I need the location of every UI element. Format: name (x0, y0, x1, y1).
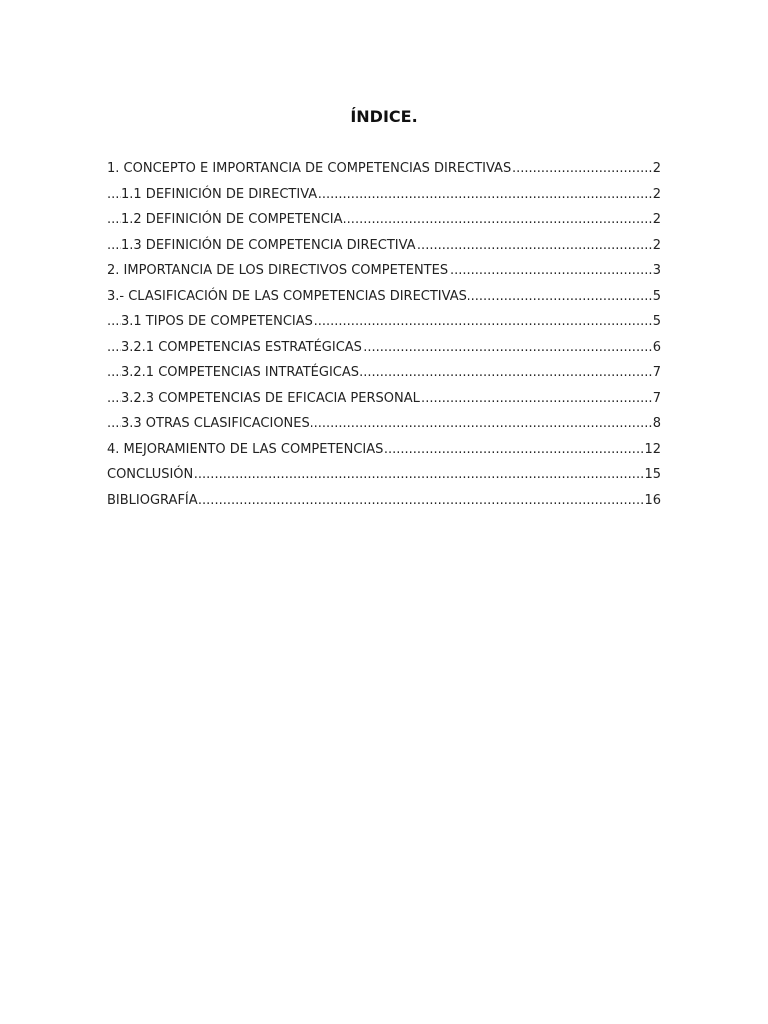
toc-entry[interactable] (107, 235, 661, 261)
toc-entry[interactable] (107, 209, 661, 235)
table-of-contents (107, 158, 661, 515)
toc-entry-title: 1. CONCEPTO E IMPORTANCIA DE COMPETENCIAS DIRECTIVAS (107, 161, 512, 176)
toc-entry-title: 3.1 TIPOS DE COMPETENCIAS (121, 314, 313, 329)
toc-entry-page-number: 15 (643, 464, 661, 486)
page-title: ÍNDICE. (350, 107, 418, 126)
toc-entry-title: 2. IMPORTANCIA DE LOS DIRECTIVOS COMPETENTES (107, 263, 449, 278)
toc-entry-title: 1.2 DEFINICIÓN DE COMPETENCIA (121, 212, 343, 227)
toc-entry-page-number: 5 (652, 311, 661, 333)
toc-entry-page-number: 2 (652, 158, 661, 180)
toc-entry-title: 4. MEJORAMIENTO DE LAS COMPETENCIAS (107, 441, 384, 457)
toc-entry[interactable] (107, 362, 661, 388)
toc-entry-page-number: 7 (652, 388, 661, 410)
toc-entry-page-number: 16 (643, 490, 661, 512)
toc-entry-page-number: 7 (652, 362, 661, 384)
toc-entry[interactable] (107, 311, 661, 337)
toc-entry[interactable] (107, 464, 661, 490)
toc-entry-title: BIBLIOGRAFÍA (107, 492, 198, 508)
toc-entry[interactable] (107, 388, 661, 414)
toc-entry-title: CONCLUSIÓN (107, 467, 194, 482)
toc-entry[interactable] (107, 260, 661, 286)
toc-entry[interactable] (107, 158, 661, 184)
toc-entry-page-number: 2 (652, 184, 661, 206)
toc-entry-title: 1.1 DEFINICIÓN DE DIRECTIVA (121, 186, 318, 202)
toc-entry[interactable] (107, 490, 661, 516)
toc-entry[interactable] (107, 413, 661, 439)
toc-entry-title: 3.3 OTRAS CLASIFICACIONES (121, 416, 310, 431)
toc-entry-title: 3.2.3 COMPETENCIAS DE EFICACIA PERSONAL (121, 390, 420, 406)
toc-entry-title: 3.2.1 COMPETENCIAS ESTRATÉGICAS (121, 339, 362, 355)
toc-entry-title: 3.2.1 COMPETENCIAS INTRATÉGICAS (121, 365, 360, 380)
toc-entry-title: 3.- CLASIFICACIÓN DE LAS COMPETENCIAS DIRECTIVAS (107, 288, 467, 304)
toc-entry-page-number: 5 (652, 286, 661, 308)
toc-entry-page-number: 8 (652, 413, 661, 435)
toc-entry-title: 1.3 DEFINICIÓN DE COMPETENCIA DIRECTIVA (121, 237, 416, 253)
toc-entry[interactable] (107, 439, 661, 465)
toc-entry-page-number: 3 (652, 260, 661, 282)
toc-entry[interactable] (107, 286, 661, 312)
toc-entry-page-number: 2 (652, 235, 661, 257)
toc-entry-page-number: 12 (643, 439, 661, 461)
toc-entry-page-number: 6 (652, 337, 661, 359)
toc-entry[interactable] (107, 184, 661, 210)
toc-entry-page-number: 2 (652, 209, 661, 231)
toc-entry[interactable] (107, 337, 661, 363)
